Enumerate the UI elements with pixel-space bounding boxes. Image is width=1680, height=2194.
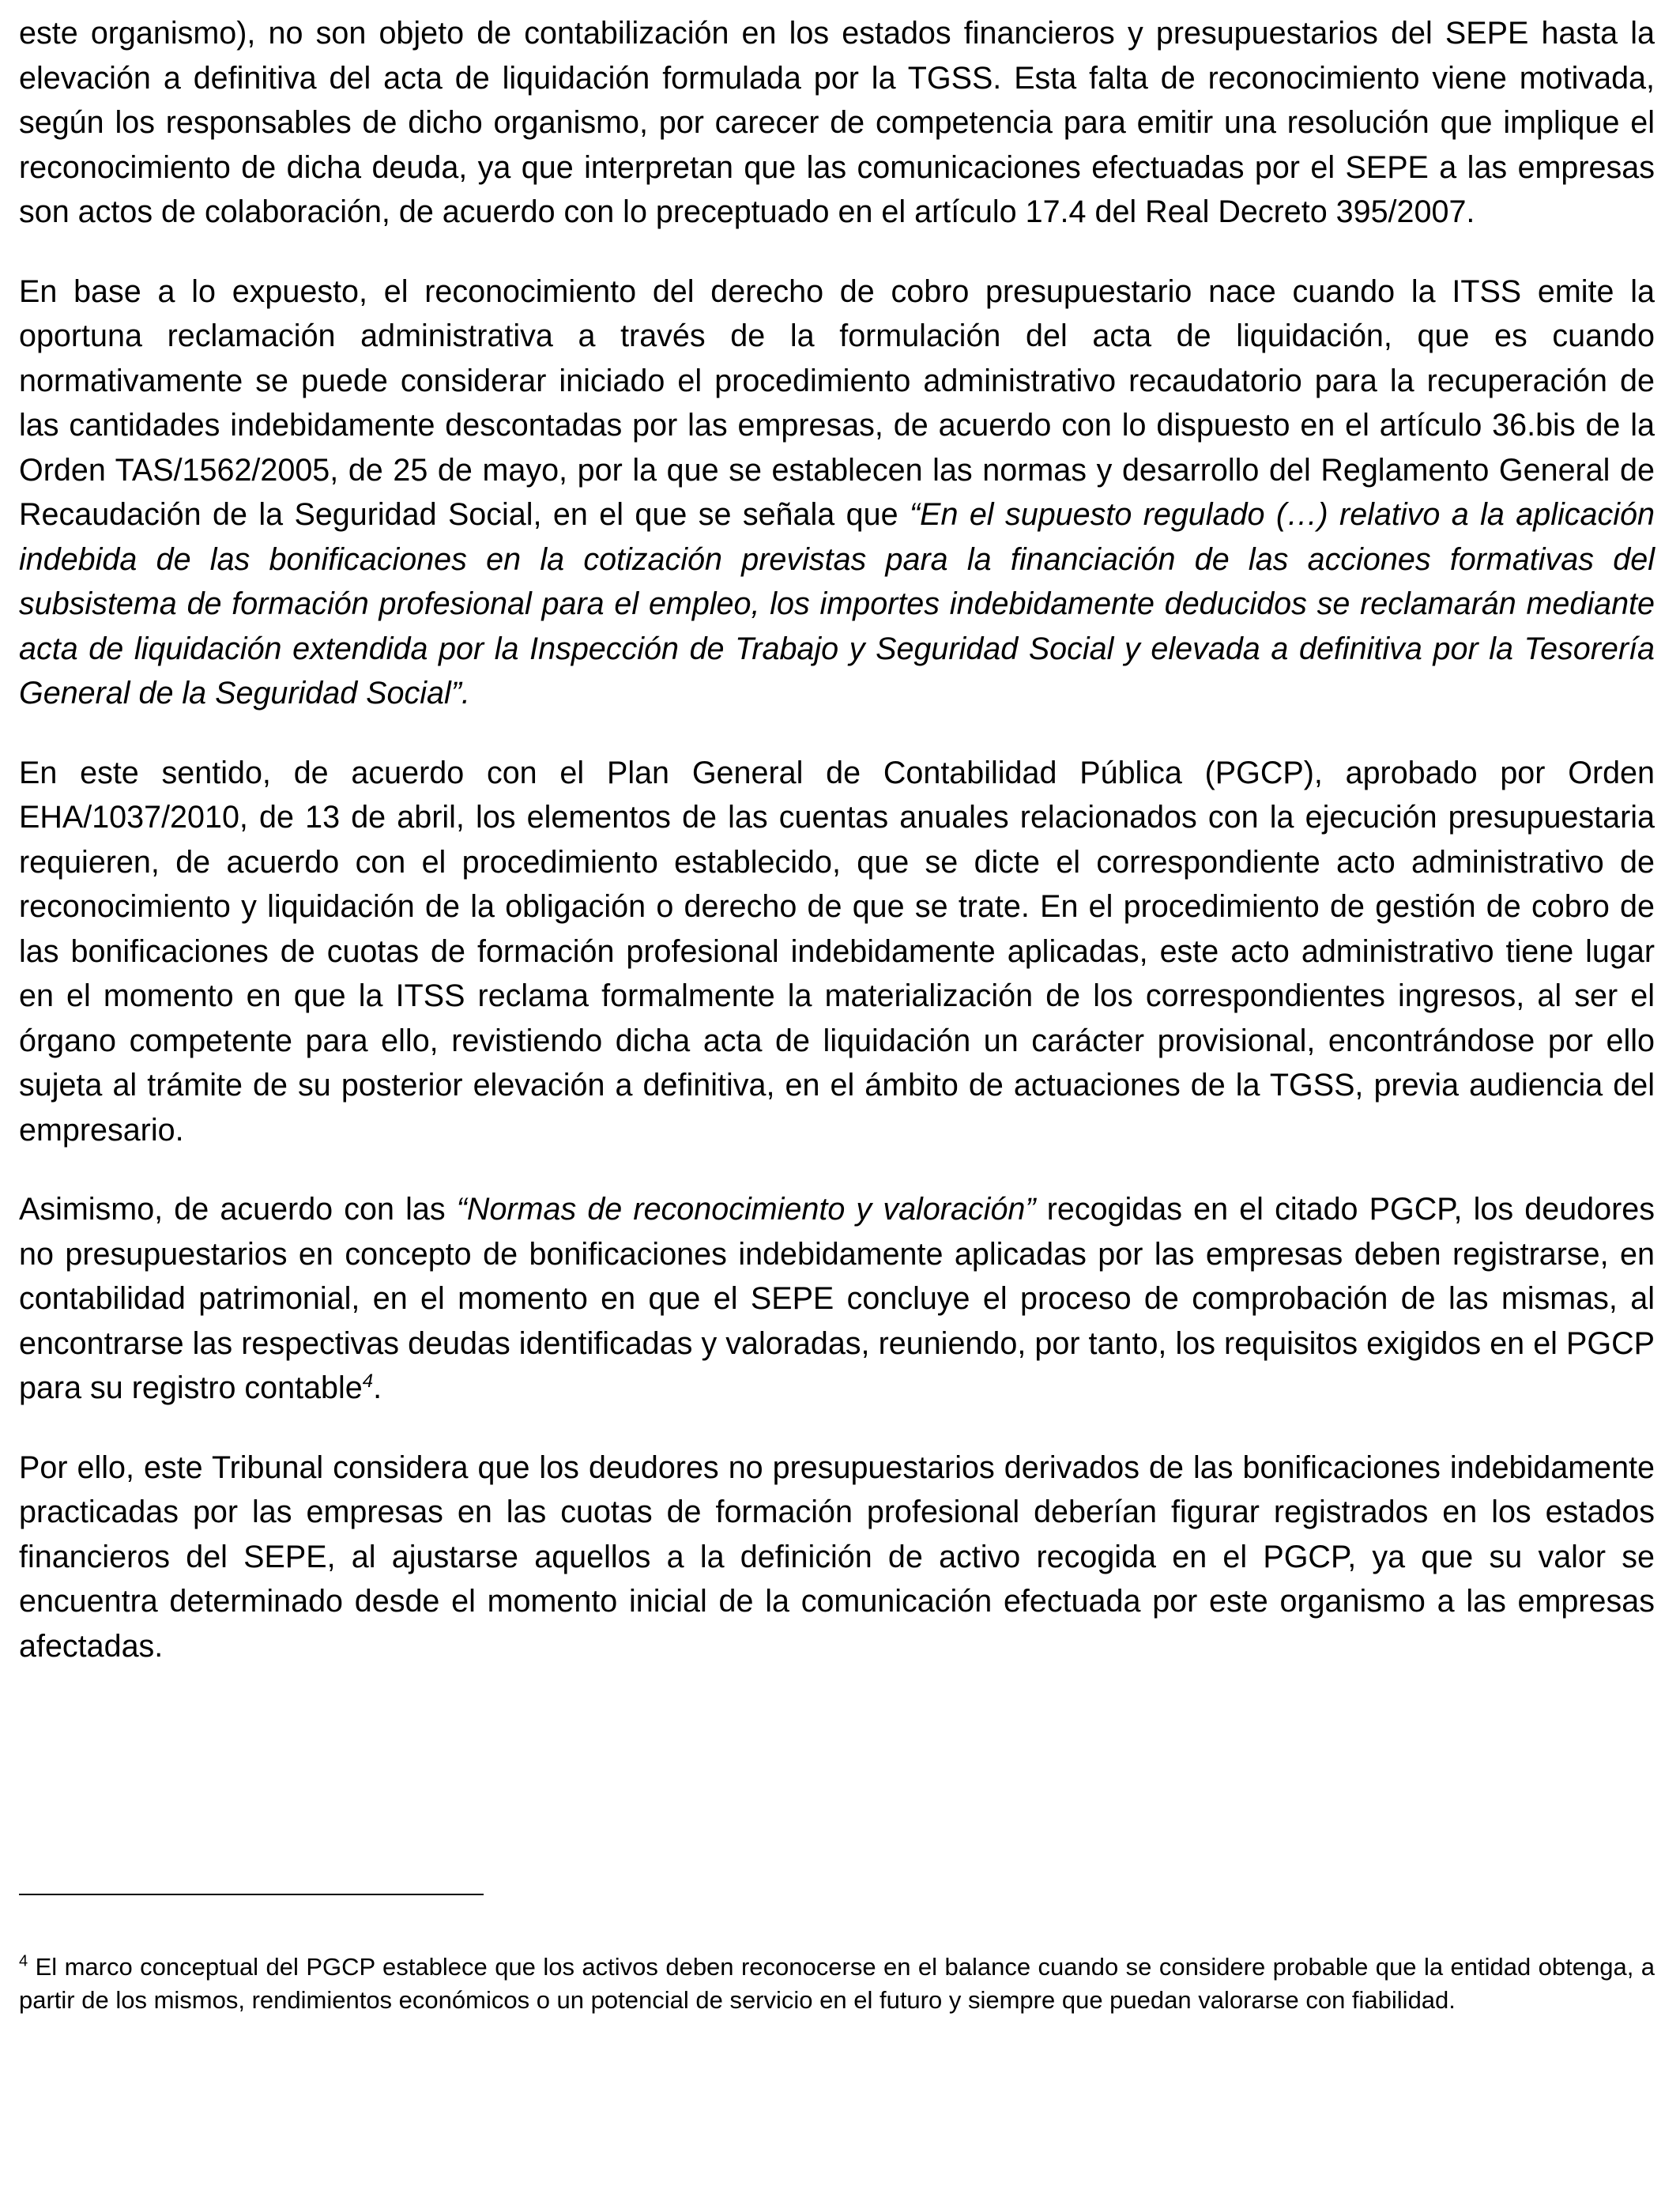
- paragraph-3: [19, 751, 1655, 1153]
- paragraph-4-quote: “Normas de reconocimiento y valoración”: [456, 1192, 1036, 1227]
- paragraph-4: [19, 1187, 1655, 1411]
- footnote-separator: [19, 1894, 484, 1895]
- paragraph-4-period: .: [373, 1370, 382, 1405]
- footnote-reference: 4: [362, 1370, 374, 1392]
- paragraph-2: [19, 270, 1655, 716]
- paragraph-1-text: este organismo), no son objeto de contabilización en los estados financieros y presupuestarios del SEPE hasta la elevación a definitiva del acta de liquidación formulada por la TGSS. Esta falta de reconocimiento viene motivada, según los responsables de dicho organismo, por carecer de competencia para emitir una resolución que implique el reconocimiento de dicha deuda, ya que interpretan que las comunicaciones efectuadas por el SEPE a las empresas son actos de colaboración, de acuerdo con lo preceptuado en el artículo 17.4 del Real Decreto 395/2007.: [19, 16, 1655, 229]
- paragraph-1: [19, 11, 1655, 235]
- document-body: [19, 11, 1655, 1703]
- paragraph-5-text: Por ello, este Tribunal considera que los deudores no presupuestarios derivados de las bonificaciones indebidamente practicadas por las empresas en las cuotas de formación profesional deberían figurar registrados en los estados financieros del SEPE, al ajustarse aquellos a la definición de activo recogida en el PGCP, ya que su valor se encuentra determinado desde el momento inicial de la comunicación efectuada por este organismo a las empresas afectadas.: [19, 1449, 1655, 1664]
- footnote-number: 4: [19, 1952, 28, 1970]
- footnote-text: El marco conceptual del PGCP establece que los activos deben reconocerse en el balance cuando se considere probable que la entidad obtenga, a partir de los mismos, rendimientos económicos o un potencial de servicio en el futuro y siempre que puedan valorarse con fiabilidad.: [19, 1953, 1655, 2014]
- paragraph-5: [19, 1446, 1655, 1669]
- paragraph-4-text-start: Asimismo, de acuerdo con las: [19, 1192, 457, 1227]
- paragraph-4-text-end: recogidas en el citado PGCP, los deudores no presupuestarios en concepto de bonificaciones indebidamente aplicadas por las empresas deben registrarse, en contabilidad patrimonial, en el momento en que el SEPE concluye el proceso de comprobación de las mismas, al encontrarse las respectivas deudas identificadas y valoradas, reuniendo, por tanto, los requisitos exigidos en el PGCP para su registro contable: [19, 1192, 1655, 1405]
- paragraph-3-text: En este sentido, de acuerdo con el Plan General de Contabilidad Pública (PGCP), aprobado por Orden EHA/1037/2010, de 13 de abril, los elementos de las cuentas anuales relacionados con la ejecución presupuestaria requieren, de acuerdo con el procedimiento establecido, que se dicte el correspondiente acto administrativo de reconocimiento y liquidación de la obligación o derecho de que se trate. En el procedimiento de gestión de cobro de las bonificaciones de cuotas de formación profesional indebidamente aplicadas, este acto administrativo tiene lugar en el momento en que la ITSS reclama formalmente la materialización de los correspondientes ingresos, al ser el órgano competente para ello, revistiendo dicha acta de liquidación un carácter provisional, encontrándose por ello sujeta al trámite de su posterior elevación a definitiva, en el ámbito de actuaciones de la TGSS, previa audiencia del empresario.: [19, 755, 1655, 1148]
- footnote: [19, 1951, 1655, 2017]
- paragraph-2-quote: “En el supuesto regulado (…) relativo a la aplicación indebida de las bonificaciones en la cotización previstas para la financiación de las acciones formativas del subsistema de formación profesional para el empleo, los importes indebidamente deducidos se reclamarán mediante acta de liquidación extendida por la Inspección de Trabajo y Seguridad Social y elevada a definitiva por la Tesorería General de la Seguridad Social”.: [19, 497, 1655, 711]
- paragraph-2-text: En base a lo expuesto, el reconocimiento del derecho de cobro presupuestario nace cuando la ITSS emite la oportuna reclamación administrativa a través de la formulación del acta de liquidación, que es cuando normativamente se puede considerar iniciado el procedimiento administrativo recaudatorio para la recuperación de las cantidades indebidamente descontadas por las empresas, de acuerdo con lo dispuesto en el artículo 36.bis de la Orden TAS/1562/2005, de 25 de mayo, por la que se establecen las normas y desarrollo del Reglamento General de Recaudación de la Seguridad Social, en el que se señala que: [19, 273, 1655, 532]
